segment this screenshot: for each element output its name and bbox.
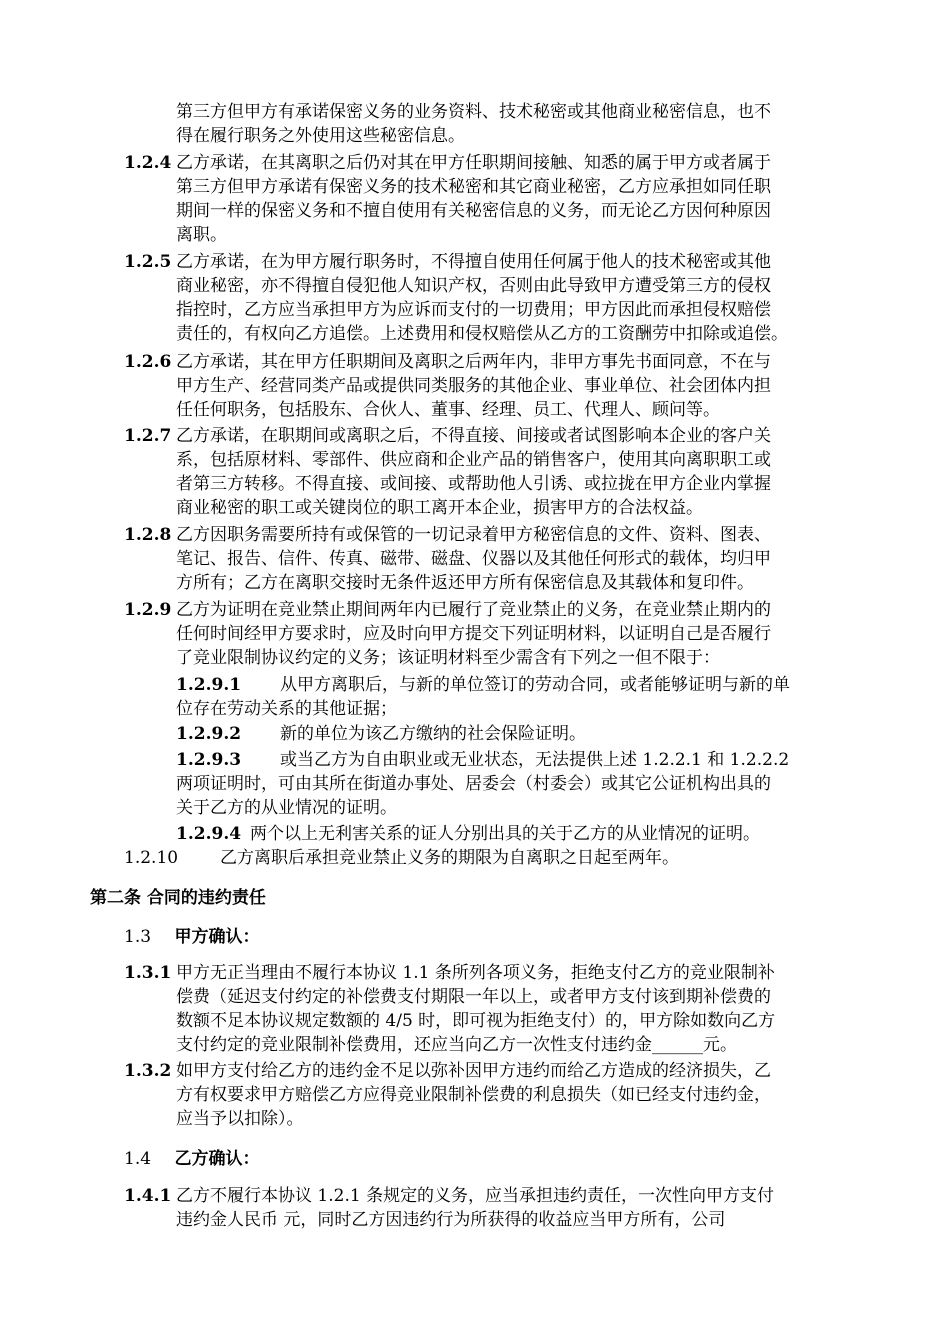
clause-number: 1.3.2 bbox=[124, 1061, 172, 1081]
clause-number: 1.2.5 bbox=[124, 252, 172, 272]
text-line: 商业秘密的职工或关键岗位的职工离开本企业，损害甲方的合法权益。 bbox=[176, 498, 703, 518]
clause-number: 1.2.6 bbox=[124, 352, 172, 372]
text-line: 乙方因职务需要所持有或保管的一切记录着甲方秘密信息的文件、资料、图表、 bbox=[176, 525, 771, 545]
text-line: 乙方承诺，在为甲方履行职务时，不得擅自使用任何属于他人的技术秘密或其他 bbox=[176, 252, 771, 272]
text-line: 得在履行职务之外使用这些秘密信息。 bbox=[176, 126, 465, 146]
text-line: 甲方生产、经营同类产品或提供同类服务的其他企业、事业单位、社会团体内担 bbox=[176, 376, 771, 396]
subclause-number: 1.2.9.3 bbox=[176, 750, 242, 770]
text-line: 或当乙方为自由职业或无业状态，无法提供上述 1.2.2.1 和 1.2.2.2 bbox=[280, 750, 790, 770]
section-label: 甲方确认： bbox=[174, 927, 260, 947]
text-line: 两个以上无利害关系的证人分别出具的关于乙方的从业情况的证明。 bbox=[250, 824, 760, 844]
text-line: 乙方不履行本协议 1.2.1 条规定的义务，应当承担违约责任，一次性向甲方支付 bbox=[176, 1186, 775, 1206]
text-line: 乙方承诺，其在甲方任职期间及离职之后两年内，非甲方事先书面同意，不在与 bbox=[176, 352, 771, 372]
clause-number: 1.3.1 bbox=[124, 963, 172, 983]
text-line: 两项证明时，可由其所在街道办事处、居委会（村委会）或其它公证机构出具的 bbox=[176, 774, 771, 794]
text-line: 新的单位为该乙方缴纳的社会保险证明。 bbox=[280, 724, 586, 744]
text-line: 关于乙方的从业情况的证明。 bbox=[176, 798, 397, 818]
text-line: 支付约定的竞业限制补偿费用，还应当向乙方一次性支付违约金______元。 bbox=[176, 1035, 737, 1055]
text-line: 乙方承诺，在职期间或离职之后，不得直接、间接或者试图影响本企业的客户关 bbox=[176, 426, 771, 446]
text-line: 数额不足本协议规定数额的 4/5 时，即可视为拒绝支付）的，甲方除如数向乙方 bbox=[176, 1011, 776, 1031]
text-line: 商业秘密，亦不得擅自侵犯他人知识产权，否则由此导致甲方遭受第三方的侵权 bbox=[176, 276, 771, 296]
text-line: 笔记、报告、信件、传真、磁带、磁盘、仪器以及其他任何形式的载体，均归甲 bbox=[176, 549, 771, 569]
text-line: 乙方承诺，在其离职之后仍对其在甲方任职期间接触、知悉的属于甲方或者属于 bbox=[176, 153, 771, 173]
text-line: 任何时间经甲方要求时，应及时向甲方提交下列证明材料，以证明自己是否履行 bbox=[176, 624, 771, 644]
subclause-number: 1.2.9.4 bbox=[176, 824, 242, 844]
section-number: 1.4 bbox=[124, 1149, 152, 1169]
text-line: 第三方但甲方有承诺保密义务的业务资料、技术秘密或其他商业秘密信息，也不 bbox=[176, 102, 771, 122]
text-line: 甲方无正当理由不履行本协议 1.1 条所列各项义务，拒绝支付乙方的竞业限制补 bbox=[176, 963, 775, 983]
clause-number: 1.2.7 bbox=[124, 426, 172, 446]
clause-number: 1.2.8 bbox=[124, 525, 172, 545]
article-heading: 第二条 合同的违约责任 bbox=[90, 888, 266, 908]
text-line: 乙方为证明在竞业禁止期间两年内已履行了竞业禁止的义务，在竞业禁止期内的 bbox=[176, 600, 771, 620]
text-line: 期间一样的保密义务和不擅自使用有关秘密信息的义务，而无论乙方因何种原因 bbox=[176, 201, 771, 221]
subclause-number: 1.2.9.2 bbox=[176, 724, 242, 744]
text-line: 违约金人民币 元，同时乙方因违约行为所获得的收益应当甲方所有，公司 bbox=[176, 1210, 726, 1230]
text-line: 系，包括原材料、零部件、供应商和企业产品的销售客户，使用其向离职职工或 bbox=[176, 450, 771, 470]
section-heading bbox=[124, 1147, 259, 1171]
text-line: 方所有；乙方在离职交接时无条件返还甲方所有保密信息及其载体和复印件。 bbox=[176, 573, 754, 593]
text-line: 如甲方支付给乙方的违约金不足以弥补因甲方违约而给乙方造成的经济损失，乙 bbox=[176, 1061, 771, 1081]
subclause-number: 1.2.9.1 bbox=[176, 675, 242, 695]
text-line: 指控时，乙方应当承担甲方为应诉而支付的一切费用；甲方因此而承担侵权赔偿 bbox=[176, 300, 771, 320]
section-label: 乙方确认： bbox=[174, 1149, 260, 1169]
text-line: 偿费（延迟支付约定的补偿费支付期限一年以上，或者甲方支付该到期补偿费的 bbox=[176, 987, 771, 1007]
text-line: 了竞业限制协议约定的义务；该证明材料至少需含有下列之一但不限于： bbox=[176, 648, 720, 668]
clause-number: 1.2.9 bbox=[124, 600, 172, 620]
text-line: 应当予以扣除）。 bbox=[176, 1109, 304, 1129]
text-line: 第三方但甲方承诺有保密义务的技术秘密和其它商业秘密，乙方应承担如同任职 bbox=[176, 177, 771, 197]
text-line: 方有权要求甲方赔偿乙方应得竞业限制补偿费的利息损失（如已经支付违约金， bbox=[176, 1085, 771, 1105]
text-line: 责任的，有权向乙方追偿。上述费用和侵权赔偿从乙方的工资酬劳中扣除或追偿。 bbox=[176, 324, 788, 344]
section-number: 1.3 bbox=[124, 927, 152, 947]
text-line: 者第三方转移。不得直接、或间接、或帮助他人引诱、或拉拢在甲方企业内掌握 bbox=[176, 474, 771, 494]
clause-number: 1.2.10 bbox=[124, 848, 179, 868]
text-line: 离职。 bbox=[176, 225, 227, 245]
section-heading bbox=[124, 925, 259, 949]
clause-number: 1.4.1 bbox=[124, 1186, 172, 1206]
text-line: 任任何职务，包括股东、合伙人、董事、经理、员工、代理人、顾问等。 bbox=[176, 400, 720, 420]
text-line: 从甲方离职后，与新的单位签订的劳动合同，或者能够证明与新的单 bbox=[280, 675, 790, 695]
text-line: 乙方离职后承担竞业禁止义务的期限为自离职之日起至两年。 bbox=[220, 848, 679, 868]
text-line: 位存在劳动关系的其他证据； bbox=[176, 699, 397, 719]
clause-number: 1.2.4 bbox=[124, 153, 172, 173]
